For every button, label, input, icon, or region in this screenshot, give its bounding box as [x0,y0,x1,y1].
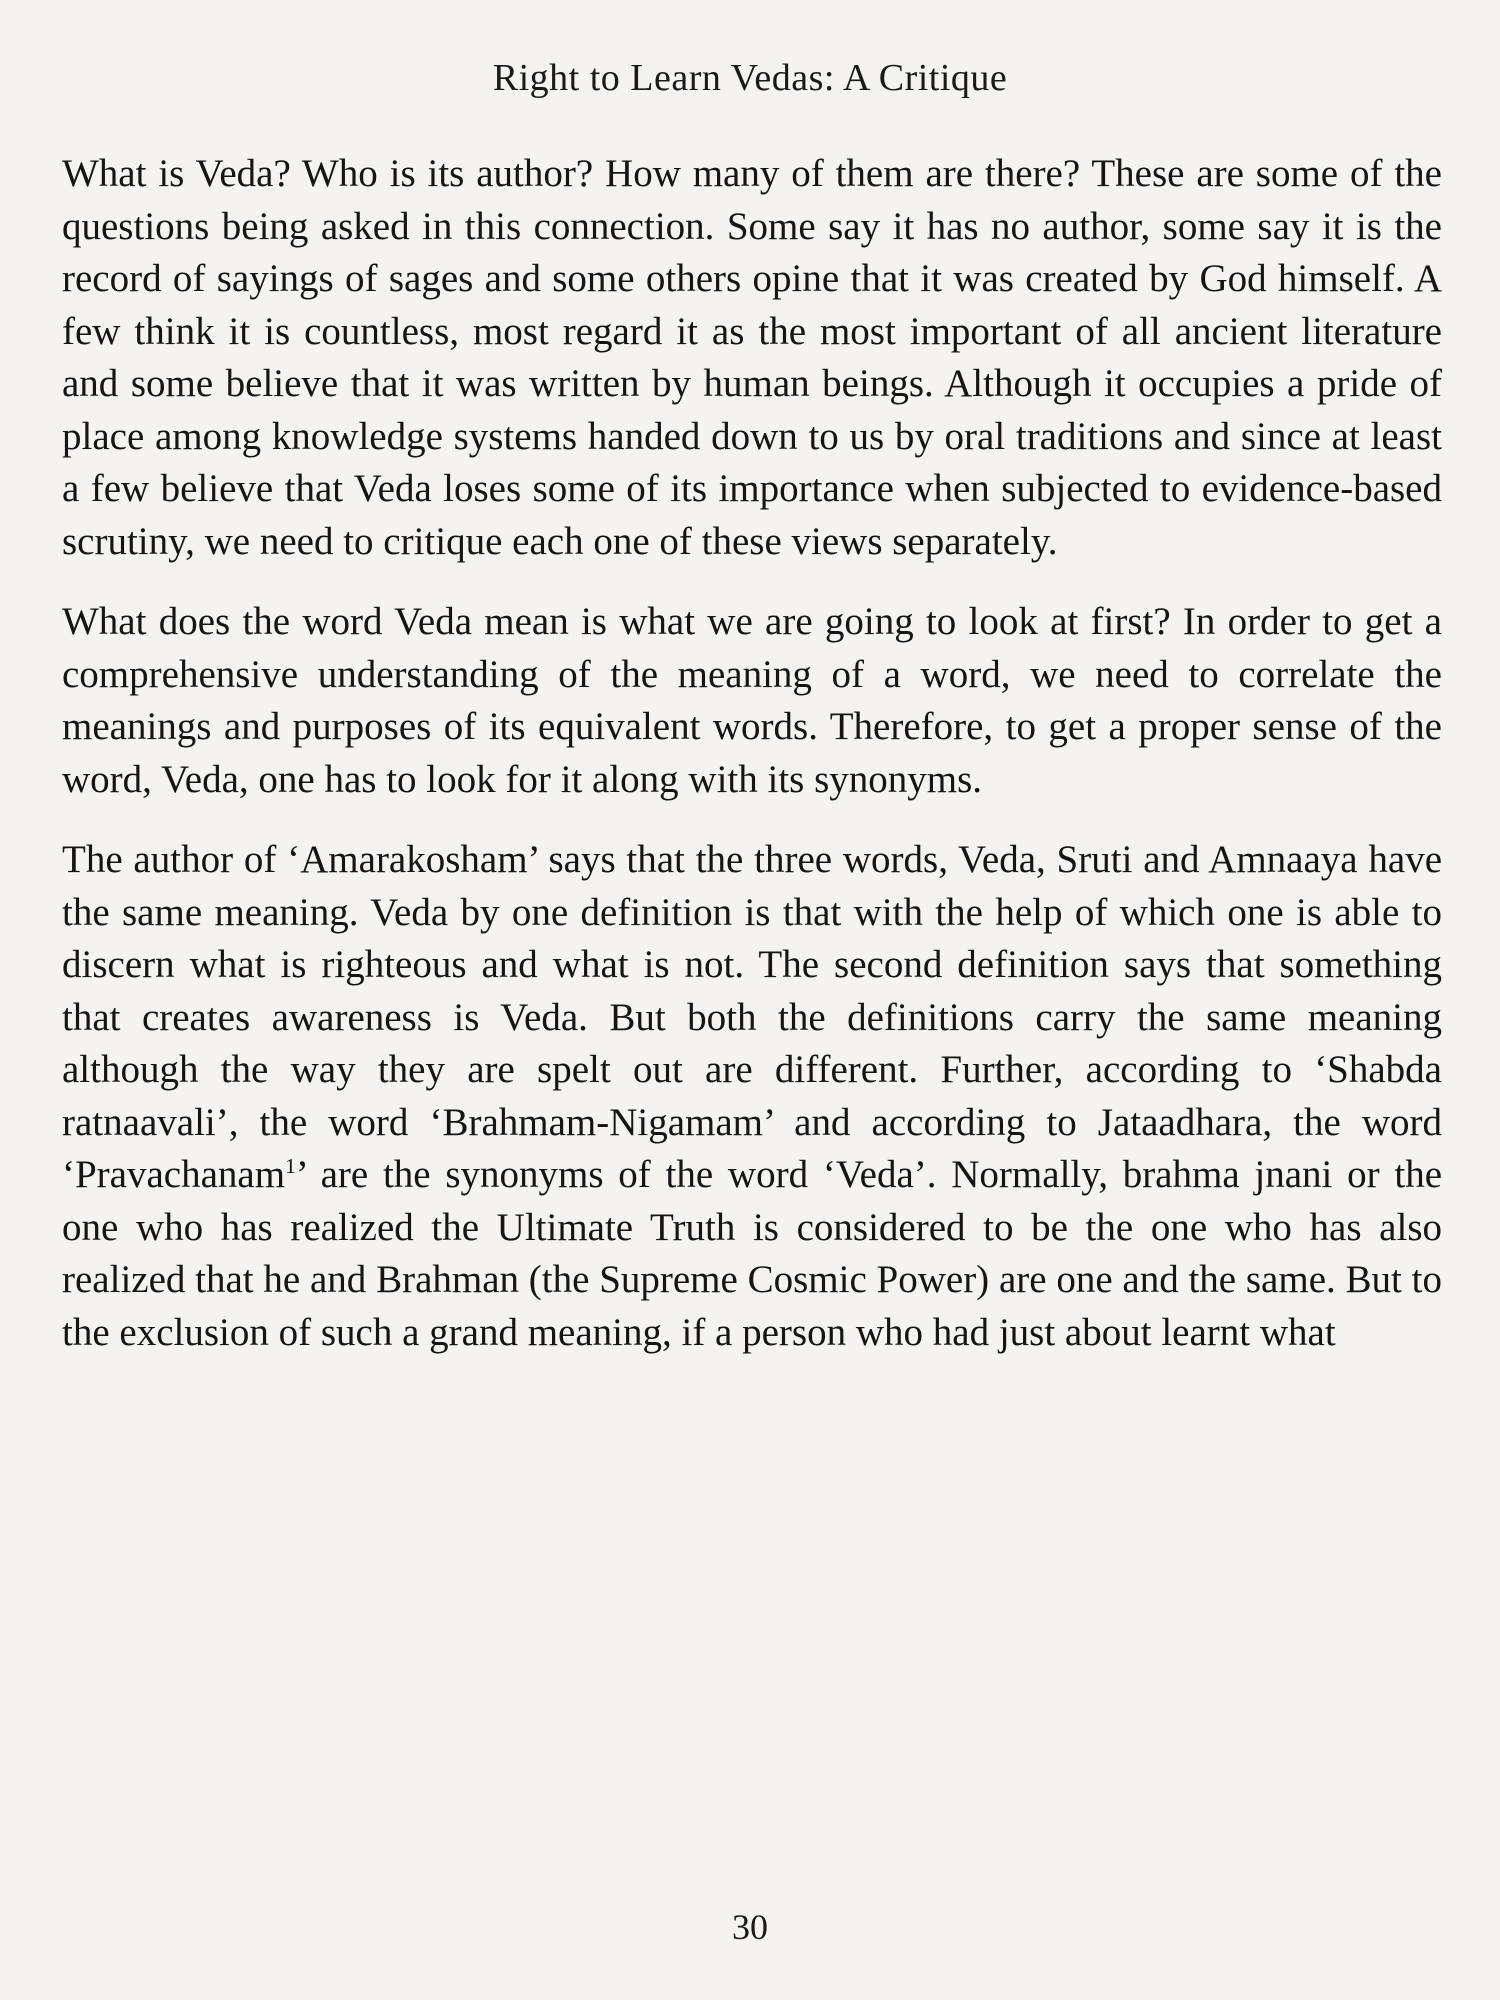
paragraph-veda-questions: What is Veda? Who is its author? How many of them are there? These are some of the questions being asked in this connection. Some say it has no author, some say it is the record of sayings of sages and some others opine that it was created by God himself. A few think it is countless, most regard it as the most important of all ancient literature and some believe that it was written by human beings. Although it occupies a pride of place among knowledge systems handed down to us by oral traditions and since at least a few believe that Veda loses some of its importance when subjected to evidence-based scrutiny, we need to critique each one of these views separately. [62,152,1442,563]
paragraph-amarakosham [62,834,1442,1359]
body-text [62,148,1442,1387]
running-header-title: Right to Learn Vedas: A Critique [492,57,1008,99]
paragraph-amarakosham-part-1: The author of ‘Amarakosham’ says that the three words, Veda, Sruti and Amnaaya have the same meaning. Veda by one definition is that with the help of which one is able to discern what is righteous and what is not. The second definition says that something that creates awareness is Veda. But both the definitions carry the same meaning although the way they are spelt out are different. Further, according to ‘Shabda ratnaavali’, the word ‘Brahmam-Nigamam’ and according to Jataadhara, the word ‘Pravachanam [62,838,1442,1196]
paragraph-word-meaning: What does the word Veda mean is what we are going to look at first? In order to get a comprehensive understanding of the meaning of a word, we need to correlate the meanings and purposes of its equivalent words. Therefore, to get a proper sense of the word, Veda, one has to look for it along with its synonyms. [62,600,1442,801]
footnote-marker: 1 [285,1154,296,1178]
page-number: 30 [732,1907,768,1947]
paragraph-amarakosham-part-2: ’ are the synonyms of the word ‘Veda’. Normally, brahma jnani or the one who has realized the Ultimate Truth is considered to be the one who has also realized that he and Brahman (the Supreme Cosmic Power) are one and the same. But to the exclusion of such a grand meaning, if a person who had just about learnt what [62,1153,1442,1354]
